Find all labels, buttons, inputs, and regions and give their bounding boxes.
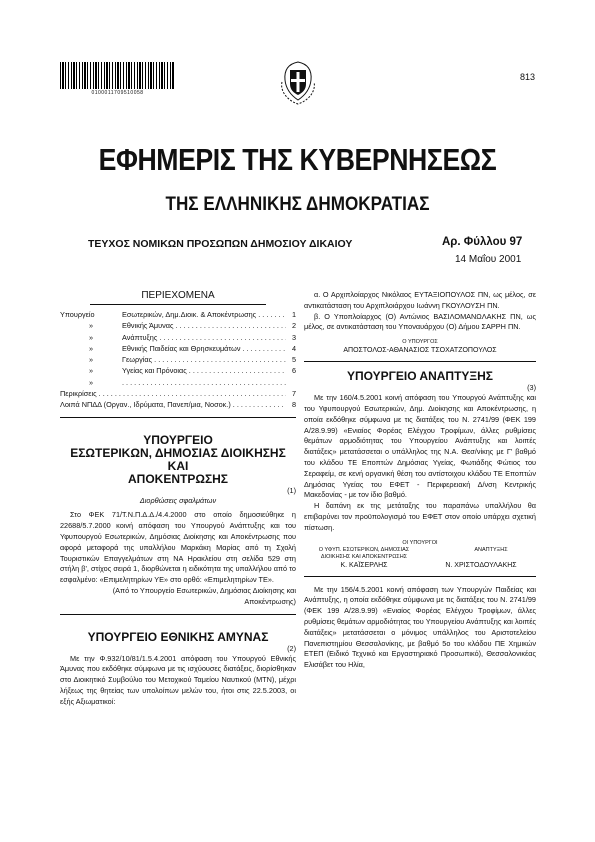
divider: [90, 304, 266, 305]
left-column: [60, 268, 296, 708]
contents-heading: ΠΕΡΙΕΧΟΜΕΝΑ: [141, 290, 215, 301]
right-column: [304, 290, 536, 671]
decision-number: (1): [287, 485, 296, 495]
toc-page: 1: [291, 310, 296, 319]
gazette-subtitle: ΤΗΣ ΕΛΛΗΝΙΚΗΣ ΔΗΜΟΚΡΑΤΙΑΣ: [165, 194, 430, 215]
barcode: [60, 62, 175, 89]
sheet-number: Αρ. Φύλλου 97: [442, 236, 523, 248]
toc-row: [60, 343, 296, 354]
page-number: 813: [519, 72, 535, 82]
issue-date: 14 Μαΐου 2001: [455, 254, 522, 265]
section-heading: ΕΣΩΤΕΡΙΚΩΝ, ΔΗΜΟΣΙΑΣ ΔΙΟΙΚΗΣΗΣ ΚΑΙ: [70, 445, 286, 473]
section-heading: ΥΠΟΥΡΓΕΙΟ ΕΘΝΙΚΗΣ ΑΜΥΝΑΣ: [87, 629, 269, 644]
decision-body: Με την 160/4.5.2001 κοινή απόφαση του Υπουργού Ανάπτυξης και του Υφυπουργού Εσωτερικών, Δημ. Διοίκησης και Αποκέντρωσης, η οποία εκδόθηκε σύμφωνα με τις διατάξεις του Ν. 2741/99 (ΦΕΚ 199 Α/28.9.99) «Ενιαίος Φορέας Ελέγχου Τροφίμων, άλλες ρυθμίσεις θεμάτων αρμοδιότητας του Υπουργείου Ανάπτυξης και λοιπές διατάξεις» μετατάσσεται ο υπάλληλος της Ν.Α. Θεσ/νίκης με Γ' βαθμό του κλάδου ΤΕ Εποπτών Δημόσιας Υγείας, Φωτιάδης Φώτιος του Σεραφείμ, σε κενή οργανική θέση του αντίστοιχου κλάδου ΤΕ Εποπτών Δημόσιας Υγείας του ΕΦΕΤ - Περιφερειακή Δ/νση Κεντρικής Μακεδονίας - με τον ίδιο βαθμό.: [304, 393, 536, 500]
decision-body: Με την Φ.932/10/81/1.5.4.2001 απόφαση του Υπουργού Εθνικής Άμυνας που εκδόθηκε σύμφωνα με τις ισχύουσες διατάξεις, διορίσθηκαν στο Διοικητικό Συμβούλιο του Μετοχικού Ταμείου Ναυτικού (ΜΤΝ), μέχρι λήξεως της θητείας των υπολοίπων μελών του, ήτοι στις 22.5.2003, οι εξής Αξιωματικοί:: [60, 653, 296, 706]
toc-page: 3: [291, 332, 296, 342]
toc-label: Υγείας και Πρόνοιας . . .: [122, 365, 286, 376]
toc-page: [286, 377, 296, 388]
toc-row: [60, 365, 296, 376]
decision-body: Η δαπάνη εκ της μετάταξης του παραπάνω υπαλλήλου θα επιβαρύνει τον προϋπολογισμό του ΕΦΕΤ στον οποίο υπάρχει σχετική πίστωση.: [304, 501, 536, 532]
decision-number: (2): [287, 643, 296, 653]
divider: [60, 417, 296, 418]
gazette-title: ΕΦΗΜΕΡΙΣ ΤΗΣ ΚΥΒΕΡΝΗΣΕΩΣ: [98, 142, 497, 177]
section-heading: ΑΠΟΚΕΝΤΡΩΣΗΣ: [127, 471, 229, 486]
toc-label: Εθνικής Παιδείας και Θρησκευμάτων . . .: [122, 343, 286, 354]
toc-bullet: »: [88, 321, 94, 331]
section-heading: ΥΠΟΥΡΓΕΙΟ: [143, 432, 213, 447]
decision-number: (3): [527, 383, 536, 393]
signer-name: ΑΠΟΣΤΟΛΟΣ-ΑΘΑΝΑΣΙΟΣ ΤΣΟΧΑΤΖΟΠΟΥΛΟΣ: [343, 347, 497, 355]
toc-label: [122, 377, 286, 388]
barcode-number: 0100011709510058: [91, 90, 144, 96]
toc-row: [60, 354, 296, 365]
toc-page: 5: [291, 355, 296, 365]
signer-title: Ο ΥΠΟΥΡΓΟΣ: [402, 339, 438, 346]
signer-names: [304, 561, 536, 570]
signers-heading: ΟΙ ΥΠΟΥΡΓΟΙ: [402, 539, 438, 546]
toc-page: 4: [291, 343, 296, 353]
decision-subtitle: Διορθώσεις σφαλμάτων: [139, 495, 217, 505]
toc-bullet: »: [88, 377, 94, 387]
toc-row: [60, 320, 296, 331]
toc-page: 2: [291, 321, 296, 331]
toc-label: Λοιπά ΝΠΔΔ (Οργαν., Ιδρύματα, Πανεπ/μια, Νοσοκ.) . . .: [60, 399, 286, 410]
toc-bullet: »: [88, 332, 94, 342]
toc-row: [60, 399, 296, 410]
toc-row: [60, 377, 296, 388]
toc-page: 6: [291, 366, 296, 376]
decision-item: α. Ο Αρχιπλοίαρχος Νικόλαος ΕΥΤΑΞΙΟΠΟΥΛΟΣ ΠΝ, ως μέλος, σε αντικατάσταση του Αρχιπλοιάρχου Ιωάννη ΓΚΟΥΛΟΥΣΗ ΠΝ.: [304, 290, 536, 310]
decision-body: Στο ΦΕΚ 71/Τ.Ν.Π.Δ.Δ./4.4.2000 στο οποίο δημοσιεύθηκε η 22688/5.7.2000 κοινή απόφαση του Υπουργού Ανάπτυξης και του Υφυπουργού Εσωτερικών, Δημόσιας Διοίκησης και Αποκέντρωσης που αφορά μεταφορά της υπαλλήλου Μαρκάκη Μαρίας από τη Σχολή Τουριστικών Επαγγελμάτων στη ΝΑ Ηρακλείου στη σελίδα 529 στη στήλη β', στίχος σειρά 1, διορθώνεται η ειδικότητα της υπαλλήλου από το εσφαλμένο: «Επιμελητηρίων ΥΕ» στο ορθό: «Επιμελητηρίων ΤΕ».: [60, 510, 296, 585]
toc-row: [60, 388, 296, 399]
section-heading: ΥΠΟΥΡΓΕΙΟ ΑΝΑΠΤΥΞΗΣ: [346, 369, 494, 384]
coat-of-arms-icon: [278, 60, 318, 106]
toc-label: Περικρίσεις . . .: [60, 388, 286, 399]
toc-bullet: »: [88, 355, 94, 365]
toc-label: Γεωργίας . . .: [122, 354, 286, 365]
decision-attribution: (Από το Υπουργείο Εσωτερικών, Δημόσιας Διοίκησης και Αποκέντρωσης): [112, 586, 296, 606]
toc-label: Ανάπτυξης . . .: [122, 332, 286, 343]
toc-page: 7: [291, 389, 296, 399]
toc-label: Εσωτερικών, Δημ.Διοικ. & Αποκέντρωσης . . .: [122, 309, 286, 320]
signer-left-name: Κ. ΚΑΪΣΕΡΛΗΣ: [340, 561, 388, 569]
toc-row: [60, 309, 296, 320]
toc-label: Εθνικής Άμυνας . . .: [122, 320, 286, 331]
toc-head: Υπουργείο: [60, 310, 95, 319]
signer-right-name: Ν. ΧΡΙΣΤΟΔΟΥΛΑΚΗΣ: [445, 561, 517, 569]
divider: [304, 361, 536, 362]
divider: [304, 576, 536, 577]
signer-right-title: ΑΝΑΠΤΥΞΗΣ: [474, 546, 508, 553]
decision-body: Με την 156/4.5.2001 κοινή απόφαση των Υπουργών Παιδείας και Ανάπτυξης, η οποία εκδόθηκε σύμφωνα με τις διατάξεις του Ν. 2741/99 (ΦΕΚ 199 Α/28.9.99) «Ενιαίος Φορέας Ελέγχου Τροφίμων, άλλες ρυθμίσεις θεμάτων αρμοδιότητας του Υπουργείου Ανάπτυξης και λοιπές διατάξεις» μετατάσσεται ο μόνιμος υπάλληλος του Αριστοτελείου Πανεπιστημίου Θεσσαλονίκης, με βαθμό 5ο του κλάδου ΠΕ Χημικών ΕΤΕΠ (Ειδικό Τεχνικό και Εργαστηριακό Προσωπικό), Θεσσαλονικέας Ελισάβετ του Ηλία,: [304, 584, 536, 670]
signer-titles: [304, 547, 536, 561]
issue-type: ΤΕΥΧΟΣ ΝΟΜΙΚΩΝ ΠΡΟΣΩΠΩΝ ΔΗΜΟΣΙΟΥ ΔΙΚΑΙΟΥ: [88, 238, 353, 250]
divider: [60, 614, 296, 615]
toc-row: [60, 332, 296, 343]
toc-bullet: »: [88, 366, 94, 376]
toc-page: 8: [291, 400, 296, 410]
decision-item: β. Ο Υποπλοίαρχος (Ο) Αντώνιος ΒΑΣΙΛΟΜΑΝΩΛΑΚΗΣ ΠΝ, ως μέλος, σε αντικατάσταση του Υποναυάρχου (Ο) Δήμου ΣΑΡΡΗ ΠΝ.: [304, 311, 536, 332]
toc-bullet: »: [88, 343, 94, 353]
signer-left-title: Ο ΥΦΥΠ. ΕΣΩΤΕΡΙΚΩΝ, ΔΗΜΟΣΙΑΣ ΔΙΟΙΚΗΣΗΣ ΚΑΙ ΑΠΟΚΕΝΤΡΩΣΗΣ: [318, 546, 410, 560]
